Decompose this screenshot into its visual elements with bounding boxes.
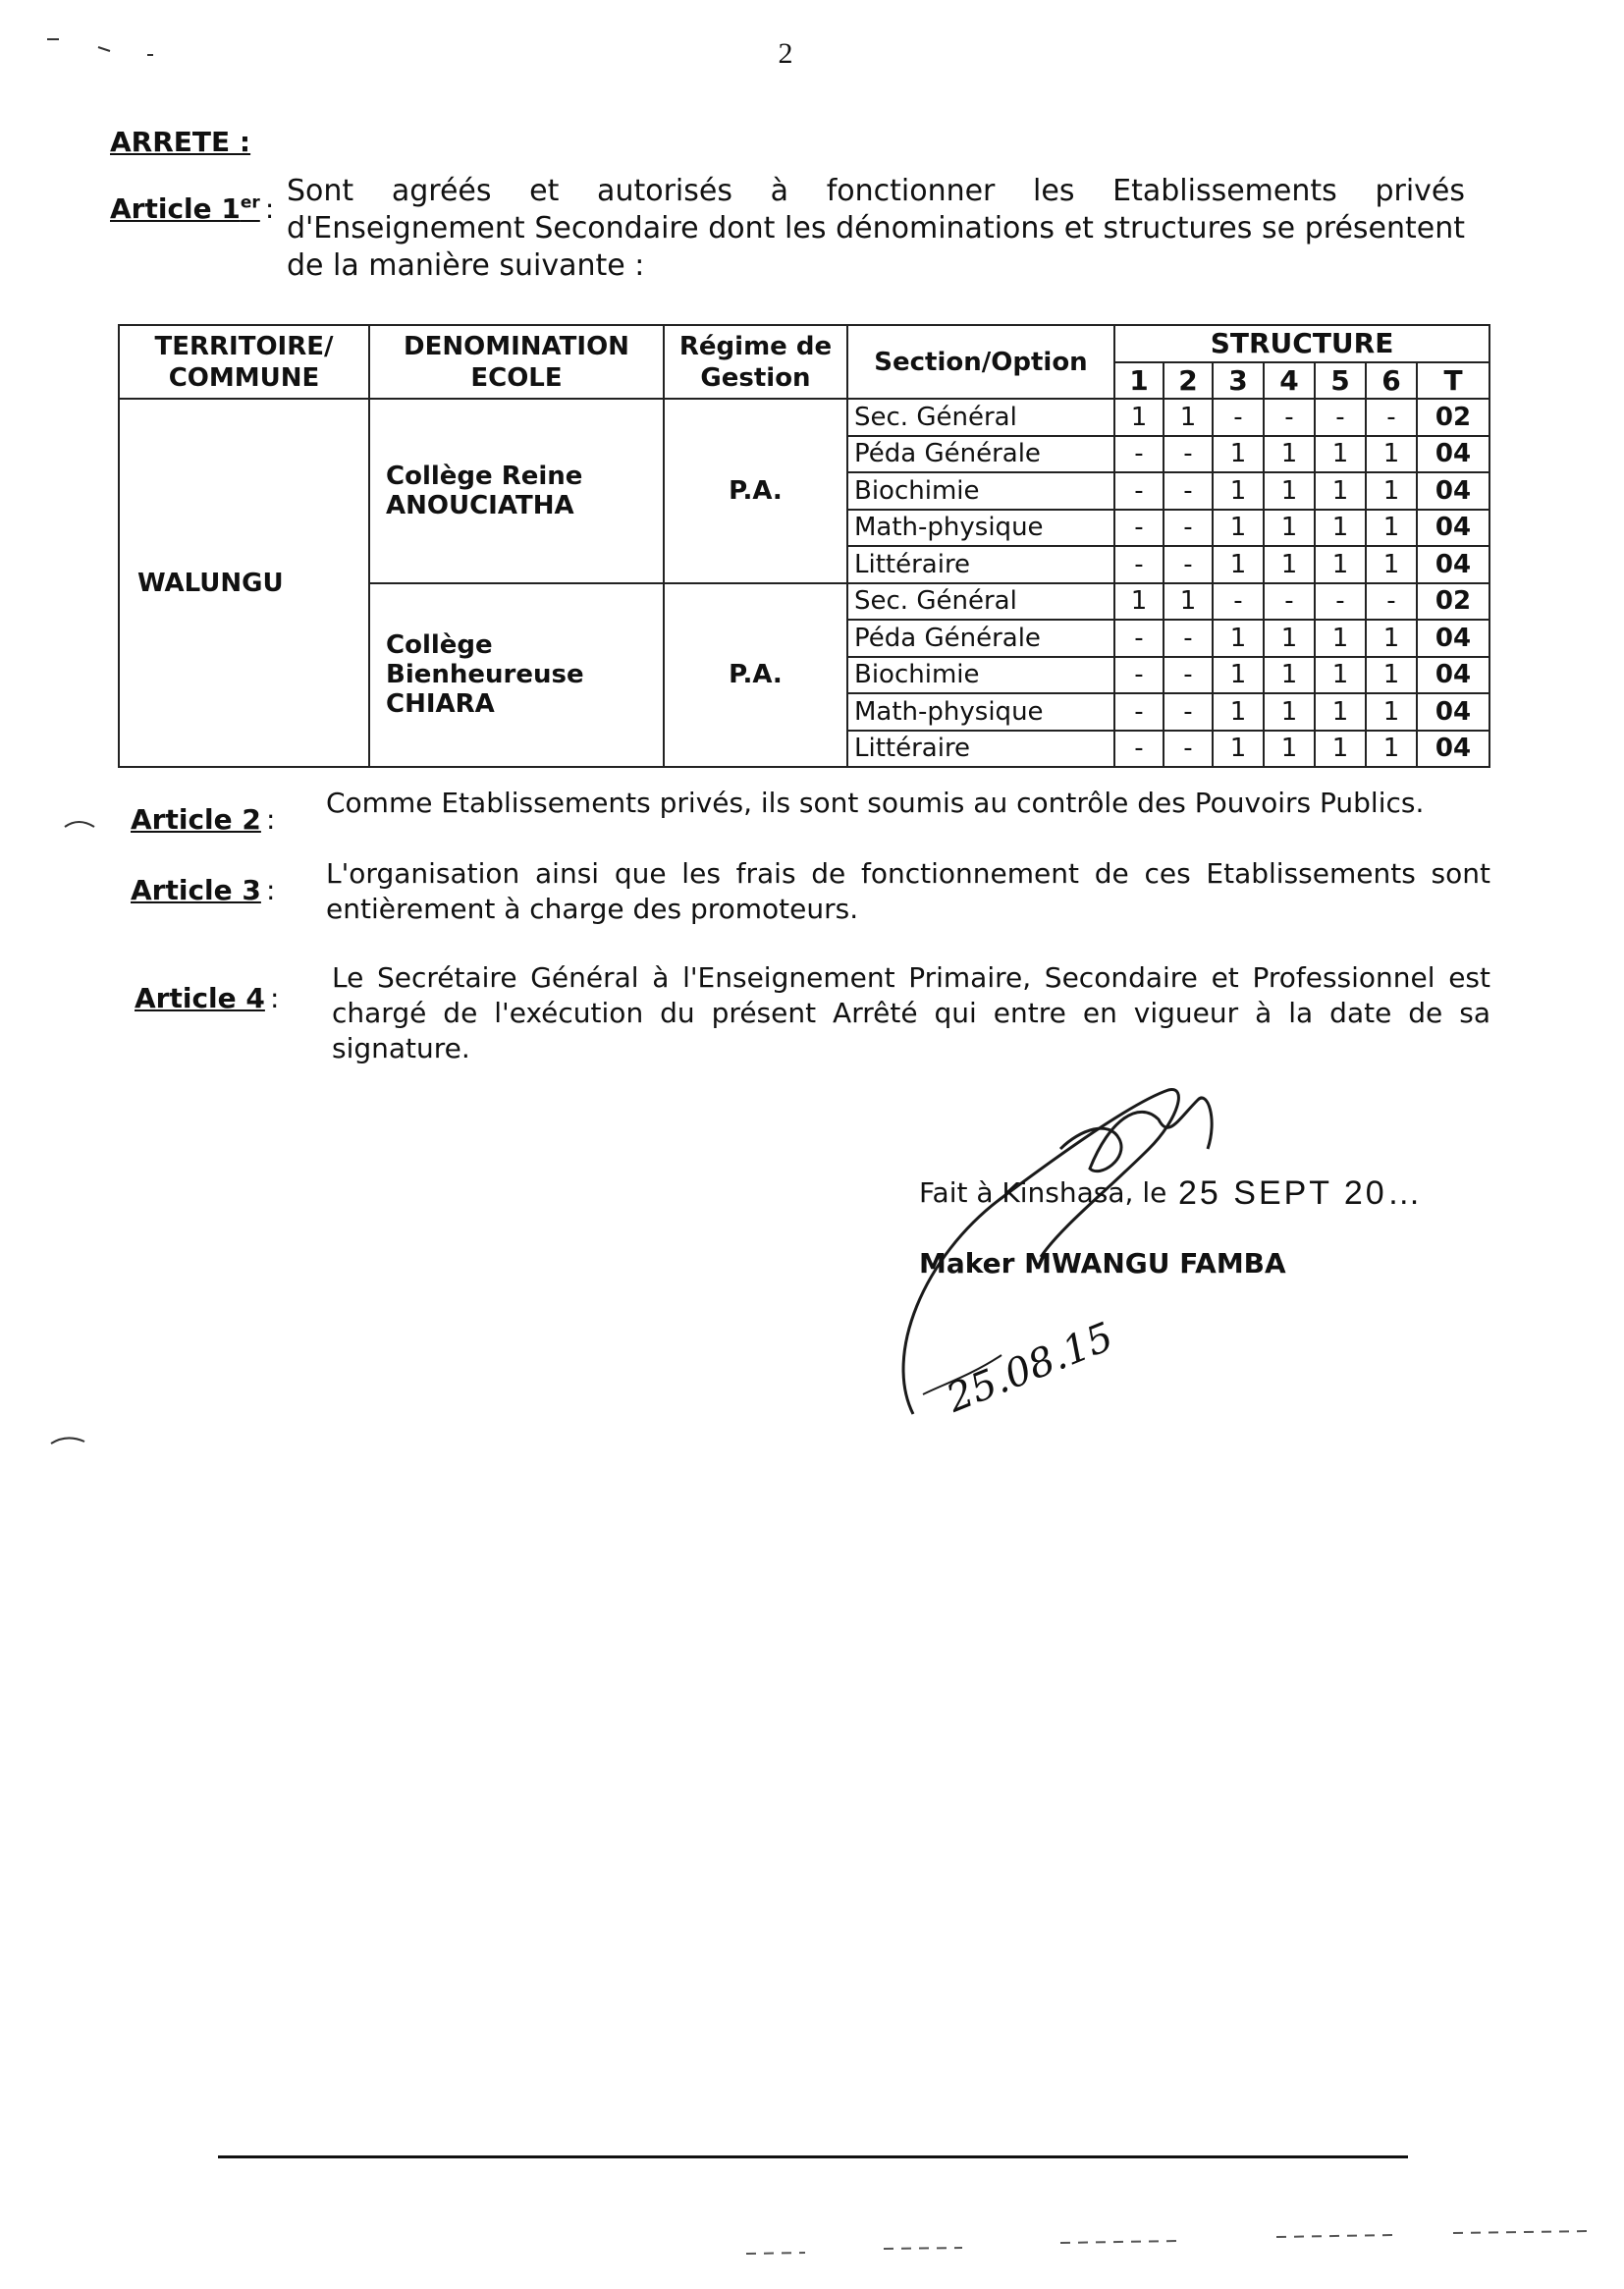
option-cell: Sec. Général bbox=[847, 399, 1114, 436]
option-cell: Littéraire bbox=[847, 546, 1114, 583]
structure-cell: 1 bbox=[1264, 510, 1315, 547]
bottom-rule bbox=[218, 2155, 1408, 2158]
structure-cell: 1 bbox=[1315, 731, 1366, 768]
total-cell: 04 bbox=[1417, 620, 1489, 657]
regime-cell: P.A. bbox=[664, 583, 847, 768]
structure-cell: 1 bbox=[1315, 510, 1366, 547]
structure-cell: 1 bbox=[1366, 472, 1417, 510]
structure-cell: 1 bbox=[1114, 583, 1164, 621]
article-1-superscript: er bbox=[240, 192, 260, 213]
structure-col-header: 4 bbox=[1264, 362, 1315, 400]
structure-cell: - bbox=[1366, 583, 1417, 621]
regime-cell: P.A. bbox=[664, 399, 847, 583]
structure-cell: - bbox=[1114, 472, 1164, 510]
article-1-text-rest: Secondaire dont les dénominations et structures se présentent de la manière suivante : bbox=[287, 211, 1465, 283]
option-cell: Péda Générale bbox=[847, 436, 1114, 473]
structure-cell: - bbox=[1213, 583, 1264, 621]
header-denomination: DENOMINATION ECOLE bbox=[369, 325, 664, 399]
option-cell: Math-physique bbox=[847, 693, 1114, 731]
structure-cell: 1 bbox=[1164, 583, 1213, 621]
article-1-colon: : bbox=[264, 192, 275, 225]
article-3-text: L'organisation ainsi que les frais de fonctionnement de ces Etablissements sont entièrement à charge des promoteurs. bbox=[326, 857, 1490, 925]
structure-cell: - bbox=[1164, 693, 1213, 731]
structure-cell: 1 bbox=[1213, 693, 1264, 731]
school-name-cell: Collège Bienheureuse CHIARA bbox=[369, 583, 664, 768]
article-4-label: Article 4 bbox=[135, 982, 265, 1014]
article-4-colon: : bbox=[269, 982, 280, 1014]
header-regime: Régime de Gestion bbox=[664, 325, 847, 399]
structure-cell: 1 bbox=[1366, 510, 1417, 547]
article-3-colon: : bbox=[265, 874, 276, 906]
structure-cell: - bbox=[1315, 399, 1366, 436]
structure-cell: 1 bbox=[1366, 657, 1417, 694]
structure-cell: 1 bbox=[1264, 731, 1315, 768]
structure-cell: - bbox=[1264, 399, 1315, 436]
structure-col-header: 5 bbox=[1315, 362, 1366, 400]
header-territoire: TERRITOIRE/ COMMUNE bbox=[119, 325, 369, 399]
header-section: Section/Option bbox=[847, 325, 1114, 399]
date-stamp: 25 SEPT 20… bbox=[1178, 1174, 1424, 1212]
school-name-cell: Collège Reine ANOUCIATHA bbox=[369, 399, 664, 583]
structure-col-header: T bbox=[1417, 362, 1489, 400]
handwritten-date: 25.08.15 bbox=[940, 1314, 1120, 1422]
option-cell: Littéraire bbox=[847, 731, 1114, 768]
structure-cell: 1 bbox=[1366, 620, 1417, 657]
structure-cell: 1 bbox=[1366, 436, 1417, 473]
option-cell: Biochimie bbox=[847, 472, 1114, 510]
article-4-text: Le Secrétaire Général à l'Enseignement Primaire, Secondaire et Professionnel est chargé de l'exécution du présent Arrêté qui entre en vigueur à la date de sa signature. bbox=[332, 961, 1490, 1064]
structure-cell: 1 bbox=[1264, 693, 1315, 731]
structure-cell: - bbox=[1164, 510, 1213, 547]
structure-cell: 1 bbox=[1315, 657, 1366, 694]
structure-col-header: 6 bbox=[1366, 362, 1417, 400]
structure-cell: 1 bbox=[1164, 399, 1213, 436]
structure-cell: - bbox=[1114, 510, 1164, 547]
structure-cell: 1 bbox=[1264, 620, 1315, 657]
structure-cell: 1 bbox=[1213, 472, 1264, 510]
structure-cell: - bbox=[1264, 583, 1315, 621]
structure-cell: - bbox=[1114, 657, 1164, 694]
structure-cell: 1 bbox=[1213, 620, 1264, 657]
total-cell: 04 bbox=[1417, 472, 1489, 510]
option-cell: Sec. Général bbox=[847, 583, 1114, 621]
territoire-cell: WALUNGU bbox=[119, 399, 369, 767]
structure-cell: 1 bbox=[1264, 472, 1315, 510]
structure-cell: 1 bbox=[1213, 657, 1264, 694]
structure-cell: 1 bbox=[1315, 546, 1366, 583]
structure-cell: 1 bbox=[1264, 657, 1315, 694]
structure-cell: 1 bbox=[1315, 472, 1366, 510]
structure-col-header: 3 bbox=[1213, 362, 1264, 400]
total-cell: 04 bbox=[1417, 546, 1489, 583]
structure-cell: 1 bbox=[1315, 693, 1366, 731]
structure-cell: - bbox=[1114, 620, 1164, 657]
structure-cell: - bbox=[1164, 620, 1213, 657]
decree-heading: ARRETE : bbox=[110, 126, 251, 158]
structure-cell: 1 bbox=[1366, 731, 1417, 768]
total-cell: 04 bbox=[1417, 510, 1489, 547]
total-cell: 02 bbox=[1417, 399, 1489, 436]
article-1-label: Article 1er bbox=[110, 192, 260, 225]
structure-cell: 1 bbox=[1213, 731, 1264, 768]
structure-cell: 1 bbox=[1366, 546, 1417, 583]
article-1-text-line1: Sont agréés et autorisés à fonctionner les Etablissements privés d'Enseignement bbox=[287, 174, 1465, 245]
structure-cell: - bbox=[1315, 583, 1366, 621]
schools-table bbox=[118, 324, 1490, 768]
article-1-label-block bbox=[110, 192, 274, 225]
structure-cell: 1 bbox=[1114, 399, 1164, 436]
structure-cell: - bbox=[1164, 472, 1213, 510]
article-4-label-block bbox=[135, 982, 279, 1014]
article-2-text: Comme Etablissements privés, ils sont soumis au contrôle des Pouvoirs Publics. bbox=[326, 787, 1425, 819]
structure-col-header: 2 bbox=[1164, 362, 1213, 400]
article-3-label: Article 3 bbox=[131, 874, 261, 906]
signatory-name: Maker MWANGU FAMBA bbox=[919, 1247, 1286, 1280]
structure-cell: 1 bbox=[1264, 436, 1315, 473]
table-row bbox=[119, 399, 1489, 436]
header-structure: STRUCTURE bbox=[1114, 325, 1489, 362]
structure-cell: - bbox=[1114, 731, 1164, 768]
structure-cell: 1 bbox=[1213, 436, 1264, 473]
article-1-text bbox=[287, 173, 1465, 285]
total-cell: 02 bbox=[1417, 583, 1489, 621]
structure-cell: - bbox=[1164, 546, 1213, 583]
structure-cell: - bbox=[1114, 436, 1164, 473]
option-cell: Math-physique bbox=[847, 510, 1114, 547]
page-number: 2 bbox=[778, 37, 793, 70]
option-cell: Péda Générale bbox=[847, 620, 1114, 657]
structure-cell: - bbox=[1164, 657, 1213, 694]
article-2-label-block bbox=[131, 803, 275, 836]
structure-cell: 1 bbox=[1315, 436, 1366, 473]
structure-cell: - bbox=[1213, 399, 1264, 436]
option-cell: Biochimie bbox=[847, 657, 1114, 694]
structure-cell: - bbox=[1366, 399, 1417, 436]
structure-cell: 1 bbox=[1315, 620, 1366, 657]
article-2-label: Article 2 bbox=[131, 803, 261, 836]
structure-cell: - bbox=[1114, 693, 1164, 731]
structure-cell: - bbox=[1114, 546, 1164, 583]
total-cell: 04 bbox=[1417, 731, 1489, 768]
structure-cell: 1 bbox=[1213, 546, 1264, 583]
structure-cell: - bbox=[1164, 731, 1213, 768]
total-cell: 04 bbox=[1417, 436, 1489, 473]
structure-cell: 1 bbox=[1213, 510, 1264, 547]
structure-cell: - bbox=[1164, 436, 1213, 473]
article-2-colon: : bbox=[265, 803, 276, 836]
total-cell: 04 bbox=[1417, 657, 1489, 694]
article-3-label-block bbox=[131, 874, 275, 906]
structure-cell: 1 bbox=[1264, 546, 1315, 583]
signature-place: Fait à Kinshasa, le bbox=[919, 1176, 1167, 1209]
structure-col-header: 1 bbox=[1114, 362, 1164, 400]
total-cell: 04 bbox=[1417, 693, 1489, 731]
structure-cell: 1 bbox=[1366, 693, 1417, 731]
